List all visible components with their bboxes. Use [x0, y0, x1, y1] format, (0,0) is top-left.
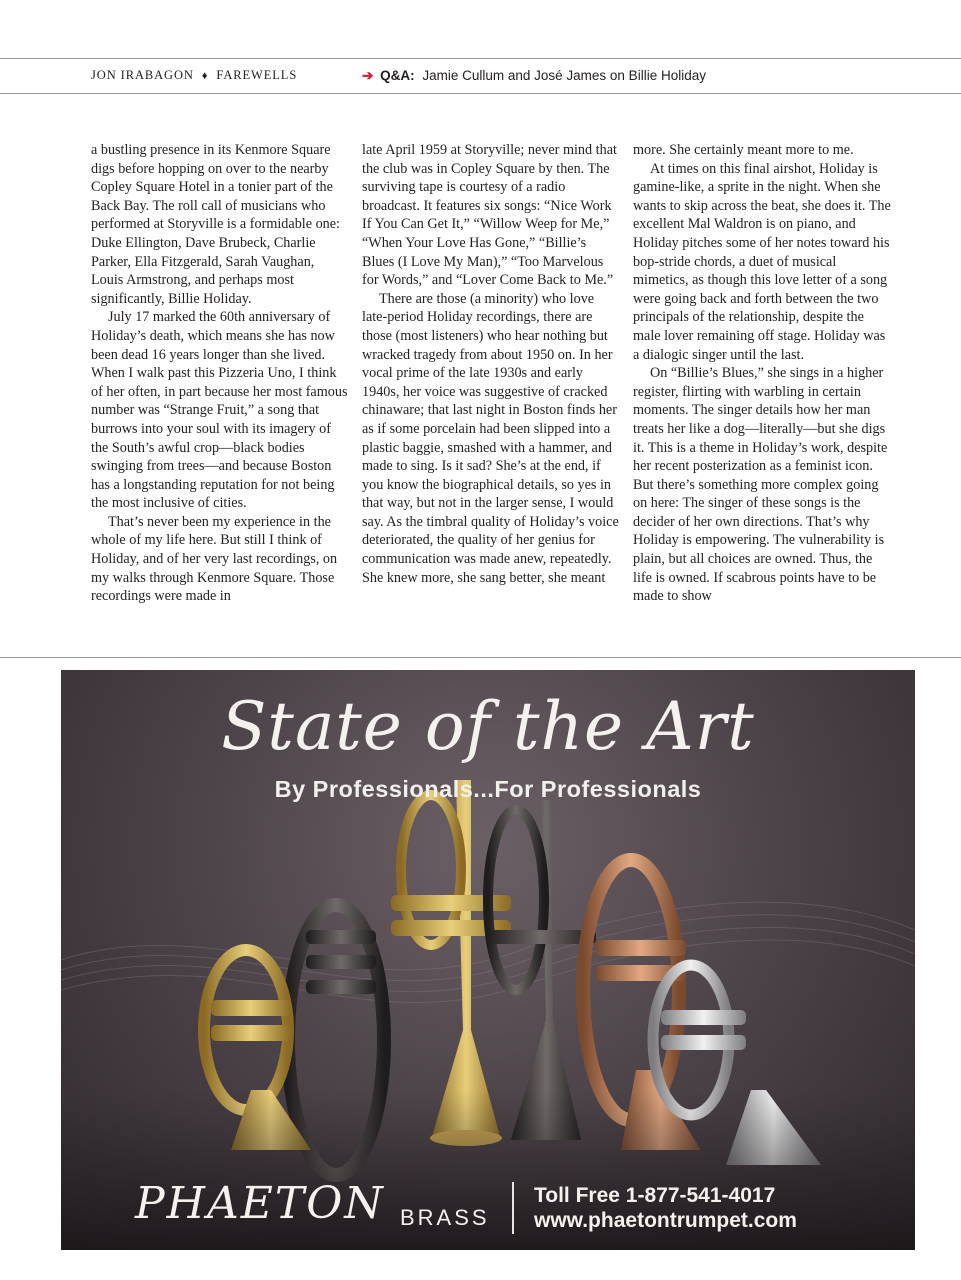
phaeton-advertisement[interactable] [61, 670, 915, 1250]
brand-subtitle: BRASS [400, 1205, 490, 1230]
ad-subtitle: By Professionals...For Professionals [274, 776, 702, 802]
ad-separator-rule [0, 657, 961, 658]
article-column-3 [633, 141, 891, 606]
header-category: FAREWELLS [216, 68, 298, 82]
arrow-right-icon: ➔ [362, 68, 374, 83]
phaeton-logo: PHAETON [135, 1178, 385, 1229]
website-link[interactable]: www.phaetontrumpet.com [534, 1209, 797, 1232]
paragraph: On “Billie’s Blues,” she sings in a higher register, flirting with warbling in certain moments. The singer details how her man treats her like a dog—literally—but she digs it. This is a theme in Holiday’s work, despite her recent posterization as a feminist icon. But there’s something more complex going on here: The singer of these songs is the decider of her own directions. That’s why Holiday is empowering. The vulnerability is plain, but all choices are owned. Thus, the life is owned. If scabrous points have to be made to show [633, 365, 888, 605]
header-section: JON IRABAGON [91, 68, 194, 82]
running-header-left [91, 68, 297, 83]
paragraph: That’s never been my experience in the whole of my life here. But still I think of Holiday, and of her very last recordings, on my walks through Kenmore Square. Those recordings were made in [91, 513, 338, 605]
running-header-right [362, 68, 706, 84]
paragraph: more. She certainly meant more to me. [633, 142, 854, 158]
paragraph: a bustling presence in its Kenmore Square digs before hopping on over to the nearby Copley Square Hotel in a tonier part of the Back Bay. The roll call of musicians who performed at Storyville is a formidable one: Duke Ellington, Dave Brubeck, Charlie Parker, Ella Fitzgerald, Sarah Vaughan, Louis Armstrong, and perhaps most significantly, Billie Holiday. [91, 142, 340, 307]
paragraph: There are those (a minority) who love late-period Holiday recordings, there are those (most listeners) who hear nothing but wracked tragedy from about 1950 on. In her vocal prime of the late 1930s and early 1940s, her voice was suggestive of cracked chinaware; that last night in Boston finds her as if some porcelain had been slipped into a plastic baggie, smashed with a hammer, and made to sing. Is it sad? She’s at the end, if you know the biographical details, so yes in that way, but not in the larger sense, I would say. As the timbral quality of Holiday’s voice deteriorated, the quality of her genius for communication was made anew, repeatedly. She knew more, she sang better, she meant [362, 290, 619, 586]
paragraph: July 17 marked the 60th anniversary of Holiday’s death, which means she has now been dead 16 years longer than she lived. When I walk past this Pizzeria Uno, I think of her often, in part because her most famous number was “Strange Fruit,” a song that burrows into your soul with its imagery of the South’s awful crop—black bodies swinging from trees—and because Boston has a longstanding reputation for not being the most inclusive of cities. [91, 309, 348, 512]
header-rule [0, 93, 961, 94]
top-rule [0, 58, 961, 59]
paragraph: At times on this final airshot, Holiday is gamine-like, a sprite in the night. When she wants to skip across the beat, she does it. The excellent Mal Waldron is on piano, and Holiday pitches some of her notes toward his bop-stride chords, a duet of musical mimetics, as though this love letter of a song were going back and forth between the two principals of the relationship, despite the male lover remaining off stage. Holiday was a dialogic singer until the last. [633, 160, 891, 363]
divider [512, 1182, 514, 1234]
qa-text: Jamie Cullum and José James on Billie Holiday [422, 68, 706, 83]
diamond-icon: ♦ [201, 70, 209, 82]
phone-number: Toll Free 1-877-541-4017 [534, 1184, 776, 1207]
ad-title: State of the Art [221, 688, 755, 765]
qa-label: Q&A: [380, 68, 415, 83]
paragraph: late April 1959 at Storyville; never mind that the club was in Copley Square by then. The surviving tape is courtesy of a radio broadcast. It features six songs: “Nice Work If You Can Get It,” “Willow Weep for Me,” “When Your Love Has Gone,” “Billie’s Blues (I Love My Man),” “Too Marvelous for Words,” and “Lover Come Back to Me.” [362, 142, 617, 289]
article-column-2 [362, 141, 620, 587]
article-column-1 [91, 141, 349, 606]
